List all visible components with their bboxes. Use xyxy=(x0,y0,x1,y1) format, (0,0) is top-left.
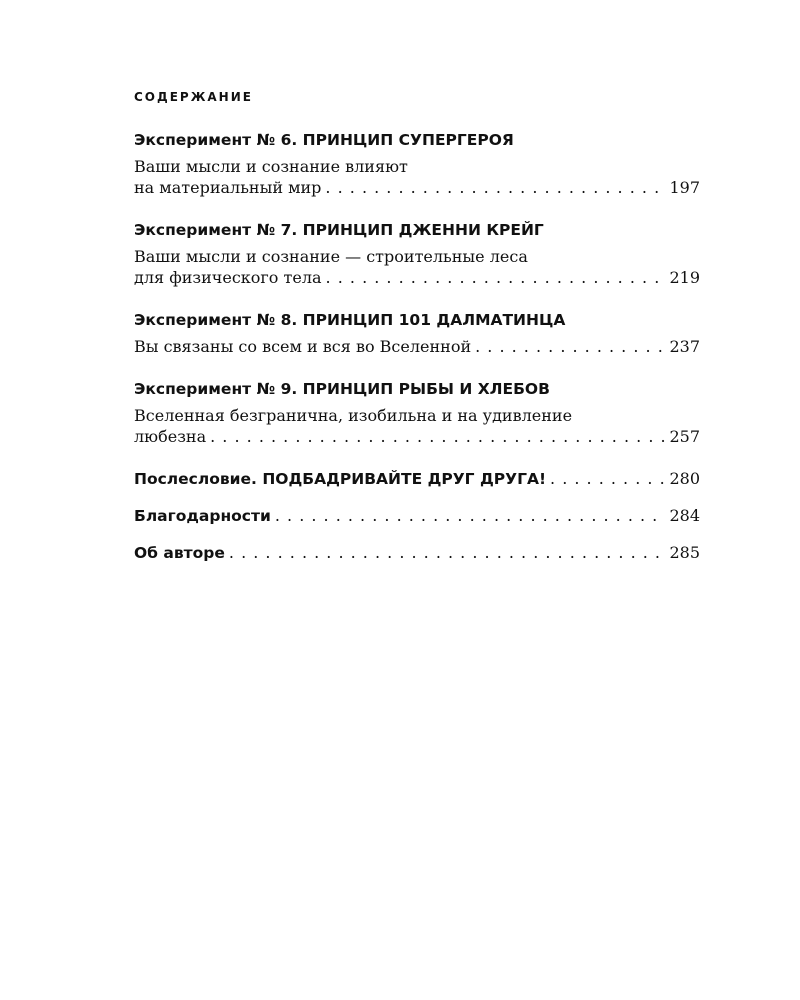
entry-label: Послесловие. ПОДБАДРИВАЙТЕ ДРУГ ДРУГА! xyxy=(134,470,547,488)
entry-subtitle xyxy=(134,405,700,447)
entry-title: Эксперимент № 8. ПРИНЦИП 101 ДАЛМАТИНЦА xyxy=(134,311,566,329)
subtitle-line-with-page xyxy=(134,336,700,357)
entry-title: Эксперимент № 9. ПРИНЦИП РЫБЫ И ХЛЕБОВ xyxy=(134,380,550,398)
entry-subtitle xyxy=(134,156,700,198)
leader-dots xyxy=(326,267,666,288)
page-number: 280 xyxy=(669,469,700,488)
subtitle-line: Ваши мысли и сознание — строительные леса xyxy=(134,247,528,266)
entry-subtitle xyxy=(134,336,700,357)
page-number: 237 xyxy=(669,337,700,356)
page-number: 257 xyxy=(669,427,700,446)
toc-entry-experiment-8 xyxy=(134,310,700,357)
entry-label: Благодарности xyxy=(134,507,271,525)
entry-title: Эксперимент № 7. ПРИНЦИП ДЖЕННИ КРЕЙГ xyxy=(134,221,544,239)
table-of-contents xyxy=(134,90,700,580)
toc-header: СОДЕРЖАНИЕ xyxy=(134,90,253,104)
subtitle-text: для физического тела xyxy=(134,268,322,287)
subtitle-text: Вы связаны со всем и вся во Вселенной xyxy=(134,337,472,356)
toc-entry-acknowledgments xyxy=(134,506,700,525)
leader-dots xyxy=(325,177,665,198)
subtitle-line: Вселенная безгранична, изобильна и на удивление xyxy=(134,406,573,425)
subtitle-line-with-page xyxy=(134,177,700,198)
leader-dots xyxy=(210,426,665,447)
toc-entry-experiment-6 xyxy=(134,130,700,198)
page-number: 284 xyxy=(669,506,700,525)
leader-dots xyxy=(550,469,665,488)
subtitle-line-with-page xyxy=(134,426,700,447)
subtitle-line: Ваши мысли и сознание влияют xyxy=(134,157,408,176)
page-number: 197 xyxy=(669,178,700,197)
leader-dots xyxy=(475,336,665,357)
toc-entry-experiment-9 xyxy=(134,379,700,447)
subtitle-text: любезна xyxy=(134,427,207,446)
entry-label: Об авторе xyxy=(134,544,225,562)
subtitle-line-with-page xyxy=(134,267,700,288)
toc-entry-afterword xyxy=(134,469,700,488)
toc-entry-experiment-7 xyxy=(134,220,700,288)
page-number: 219 xyxy=(669,268,700,287)
entry-title: Эксперимент № 6. ПРИНЦИП СУПЕРГЕРОЯ xyxy=(134,131,514,149)
subtitle-text: на материальный мир xyxy=(134,178,322,197)
page-number: 285 xyxy=(669,543,700,562)
entry-subtitle xyxy=(134,246,700,288)
toc-entry-about-author xyxy=(134,543,700,562)
leader-dots xyxy=(229,543,666,562)
leader-dots xyxy=(275,506,666,525)
